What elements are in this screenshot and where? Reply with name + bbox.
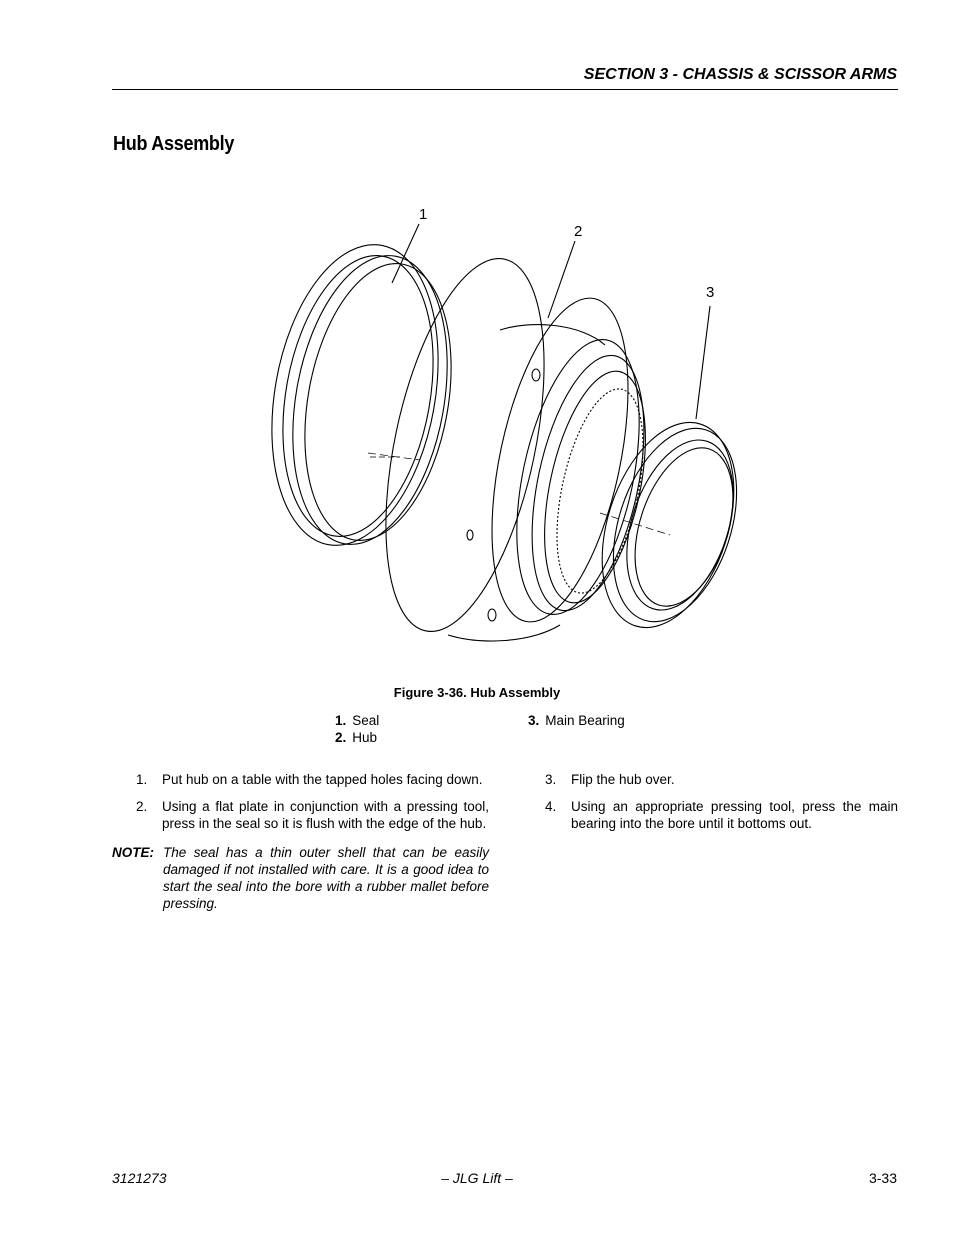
list-item (520, 798, 898, 832)
step-text: Put hub on a table with the tapped holes facing down. (162, 772, 483, 787)
header-rule (112, 89, 898, 90)
footer-page-number: 3-33 (868, 1170, 897, 1186)
step-number: 4. (545, 799, 557, 814)
step-number: 3. (545, 772, 557, 787)
callout-2: 2 (574, 223, 583, 240)
instructions-right-column (520, 771, 898, 842)
hub-part (357, 245, 670, 646)
note-block (112, 844, 489, 912)
legend-item-label: Main Bearing (545, 713, 625, 728)
seal-part (260, 231, 471, 558)
footer-publisher: – JLG Lift – (441, 1170, 513, 1186)
step-text: Using an appropriate pressing tool, press the main bearing into the bore until it bottoms out. (571, 799, 898, 831)
footer-doc-number: 3121273 (112, 1170, 167, 1186)
figure-caption: Figure 3-36. Hub Assembly (393, 685, 561, 700)
list-item (520, 771, 898, 788)
legend-left (335, 712, 379, 746)
exploded-hub-drawing (260, 195, 760, 670)
legend-item (528, 712, 625, 729)
legend-right (528, 712, 625, 729)
list-item (112, 798, 489, 832)
note-text: The seal has a thin outer shell that can be easily damaged if not installed with care. It is a good idea to start the seal into the bore with a rubber mallet before pressing. (163, 845, 489, 911)
legend-item (335, 712, 379, 729)
legend-item-number: 1. (335, 713, 347, 728)
callout-3: 3 (706, 284, 715, 301)
main-bearing-part (578, 406, 759, 645)
page-title: Hub Assembly (113, 133, 235, 155)
section-header-title: SECTION 3 - CHASSIS & SCISSOR ARMS (583, 66, 897, 83)
step-text: Using a flat plate in conjunction with a pressing tool, press in the seal so it is flush with the edge of the hub. (162, 799, 489, 831)
list-item (112, 771, 489, 788)
legend-item-label: Hub (352, 730, 378, 745)
legend-item-number: 2. (335, 730, 347, 745)
leader-line-3 (696, 306, 710, 419)
leader-line-1 (392, 224, 419, 283)
step-number: 2. (136, 799, 148, 814)
legend-item-number: 3. (528, 713, 540, 728)
instructions-left-column (112, 771, 489, 912)
legend-item (335, 729, 379, 746)
note-label: NOTE: (112, 845, 154, 860)
legend-item-label: Seal (352, 713, 380, 728)
step-number: 1. (136, 772, 148, 787)
step-text: Flip the hub over. (571, 772, 675, 787)
leader-line-2 (548, 241, 575, 318)
callout-1: 1 (419, 206, 428, 223)
hub-assembly-figure (260, 195, 760, 670)
